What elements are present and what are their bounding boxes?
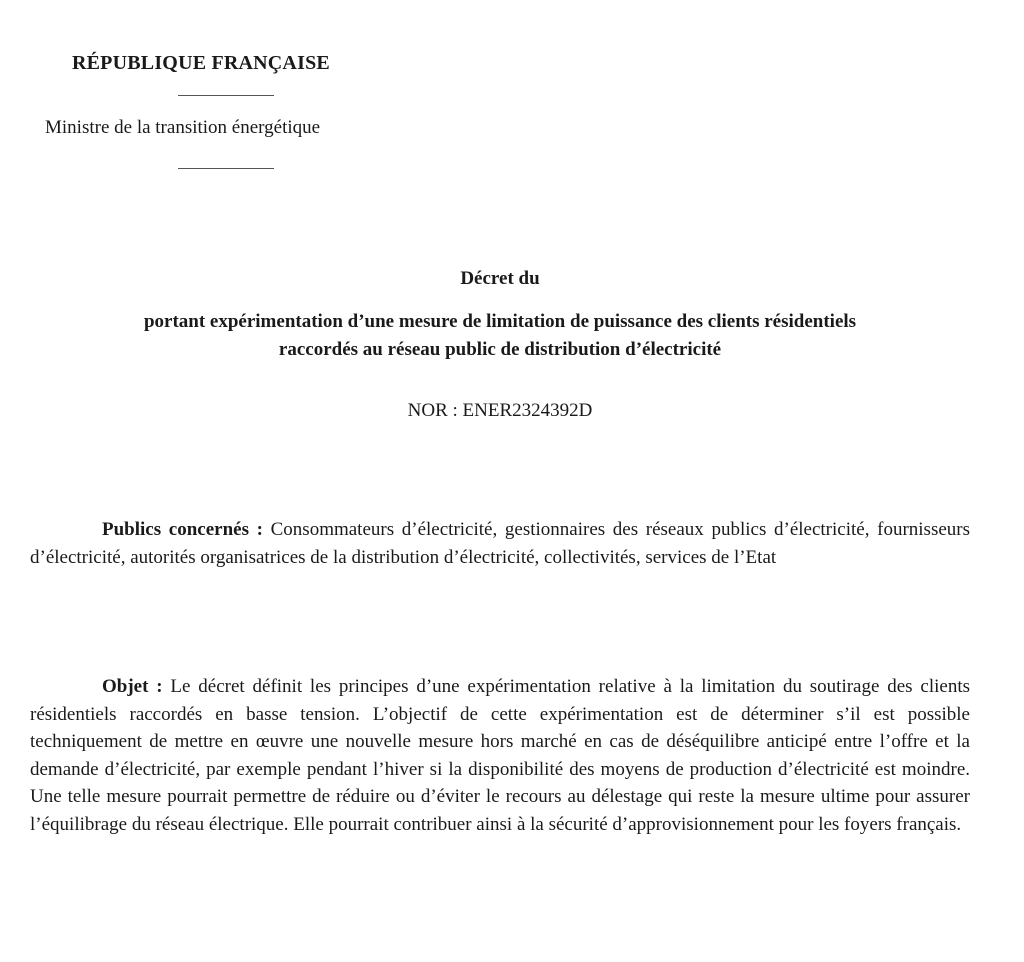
republic-heading: RÉPUBLIQUE FRANÇAISE [72,52,330,74]
decree-subtitle-line-1: portant expérimentation d’une mesure de limitation de puissance des clients résidentiels [143,311,857,332]
publics-label: Publics concernés : [102,519,263,540]
decree-subtitle-line-2: raccordés au réseau public de distribution d’électricité [278,339,722,360]
publics-paragraph [30,516,970,571]
nor-reference: NOR : ENER2324392D [407,400,593,421]
objet-paragraph [30,673,970,838]
objet-text: Le décret définit les principes d’une expérimentation relative à la limitation du soutirage des clients résidentiels raccordés en basse tension. L’objectif de cette expérimentation est de déterminer s’il est possible techniquement de mettre en œuvre une nouvelle mesure hors marché en cas de déséquilibre anticipé entre l’offre et la demande d’électricité, par exemple pendant l’hiver si la disponibilité des moyens de production d’électricité est moindre. Une telle mesure pourrait permettre de réduire ou d’éviter le recours au délestage qui reste la mesure ultime pour assurer l’équilibrage du réseau électrique. Elle pourrait contribuer ainsi à la sécurité d’approvisionnement pour les foyers français. [30,676,970,835]
header-divider-top [178,95,274,96]
objet-label: Objet : [102,676,163,697]
ministry-name: Ministre de la transition énergétique [45,117,321,138]
header-divider-bottom [178,168,274,169]
decree-subtitle [0,308,1000,364]
decree-title: Décret du [460,268,540,289]
publics-text: Consommateurs d’électricité, gestionnaires des réseaux publics d’électricité, fournisseurs d’électricité, autorités organisatrices de la distribution d’électricité, collectivités, services de l’Etat [30,519,970,568]
